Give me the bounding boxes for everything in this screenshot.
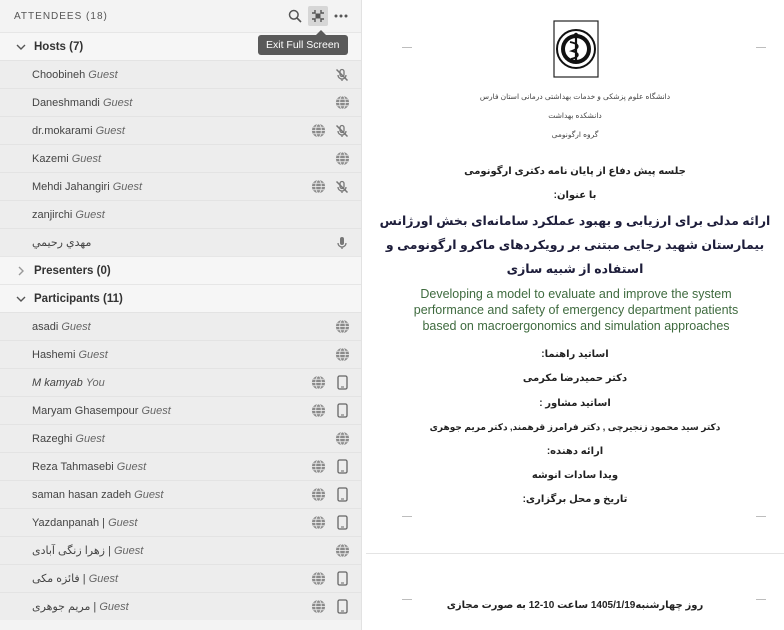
attendee-role: You: [85, 376, 105, 389]
attendee-row[interactable]: [0, 172, 361, 200]
attendee-name: [32, 125, 303, 137]
mobile-icon: [333, 514, 351, 532]
exit-fullscreen-icon[interactable]: [308, 6, 328, 26]
mic-icon: [333, 234, 351, 252]
globe-icon: [309, 598, 327, 616]
attendee-role: Guest: [113, 545, 144, 557]
attendee-display-name: مهدي رحيمي: [32, 237, 92, 249]
advisors: دکتر سید محمود زنجیرچی , دکتر فرامرز قرهمند, دکتر مریم جوهری: [429, 422, 721, 432]
globe-icon: [309, 570, 327, 588]
attendee-display-name: Kazemi: [32, 152, 69, 165]
attendee-row[interactable]: [0, 144, 361, 172]
attendee-row[interactable]: [0, 312, 361, 340]
attendee-name: [32, 405, 303, 417]
globe-icon: [309, 122, 327, 140]
attendee-row[interactable]: [0, 536, 361, 564]
more-icon[interactable]: [331, 6, 351, 26]
attendee-display-name: asadi: [32, 320, 59, 333]
attendee-row[interactable]: [0, 452, 361, 480]
globe-icon: [309, 402, 327, 420]
exit-fullscreen-tooltip: Exit Full Screen: [258, 35, 348, 55]
globe-icon: [309, 178, 327, 196]
persian-title-line-1: ارائه مدلی برای ارزیابی و بهبود عملکرد سامانه‌ای بخش اورژانس: [379, 214, 771, 228]
crop-mark: [756, 38, 766, 48]
mobile-icon: [333, 374, 351, 392]
participants-section-header[interactable]: [0, 284, 361, 312]
attendee-display-name: Maryam Ghasempour: [32, 404, 139, 417]
presenters-section-header[interactable]: [0, 256, 361, 284]
attendee-display-name: فائزه مکی |: [32, 573, 86, 585]
globe-icon: [333, 430, 351, 448]
attendee-name: [32, 517, 303, 529]
faculty-name: دانشکده بهداشت: [548, 111, 602, 120]
attendee-name: [32, 544, 327, 557]
attendee-display-name: Choobineh: [32, 68, 86, 81]
department-name: گروه ارگونومی: [551, 130, 599, 139]
chevron-down-icon: [14, 296, 28, 302]
attendee-name: [32, 321, 327, 333]
attendee-display-name: زهرا زنگی آبادی |: [32, 545, 111, 557]
attendee-row[interactable]: [0, 228, 361, 256]
session-date: روز چهارشنبه1405/1/19 ساعت 10-12 به صورت مجازی: [446, 600, 704, 611]
search-icon[interactable]: [285, 6, 305, 26]
advisors-label: اساتید مشاور :: [539, 398, 611, 409]
attendee-name: [32, 349, 327, 361]
attendee-display-name: Mehdi Jahangiri: [32, 180, 110, 193]
attendee-role: Guest: [116, 460, 147, 473]
attendee-display-name: Reza Tahmasebi: [32, 460, 114, 473]
attendee-name: [32, 461, 303, 473]
persian-title-line-3: استفاده از شبیه سازی: [506, 262, 644, 276]
panel-title: ATTENDEES (18): [14, 10, 108, 22]
attendee-name: [32, 377, 303, 389]
attendee-display-name: Hashemi: [32, 348, 76, 361]
attendee-role: Guest: [141, 404, 171, 417]
globe-icon: [333, 94, 351, 112]
chevron-right-icon: [14, 266, 28, 276]
attendee-display-name: Yazdanpanah |: [32, 516, 105, 529]
attendee-row[interactable]: [0, 424, 361, 452]
crop-mark: [756, 590, 766, 600]
mobile-icon: [333, 458, 351, 476]
attendee-display-name: M kamyab: [32, 376, 83, 389]
attendee-name: [32, 433, 327, 445]
attendee-role: Guest: [102, 96, 133, 109]
university-logo: [553, 20, 599, 78]
globe-icon: [309, 514, 327, 532]
mobile-icon: [333, 486, 351, 504]
attendee-row[interactable]: [0, 368, 361, 396]
chevron-down-icon: [14, 44, 28, 50]
attendee-name: [32, 236, 327, 249]
attendee-display-name: saman hasan zadeh: [32, 488, 132, 501]
session-title: جلسه پیش دفاع از پایان نامه دکتری ارگونومی: [464, 166, 686, 177]
presentation-slide: [366, 0, 784, 548]
globe-icon: [333, 346, 351, 364]
attendee-row[interactable]: [0, 508, 361, 536]
attendee-role: Guest: [88, 68, 118, 81]
english-title: Developing a model to evaluate and improve the system performance and safety of emergency department patients based on macroergonomics and simulation approaches: [413, 287, 739, 333]
panel-header: [0, 0, 361, 32]
supervisors: دکتر حمیدرضا مکرمی: [522, 373, 628, 384]
attendee-display-name: Razeghi: [32, 432, 73, 445]
attendee-display-name: dr.mokarami: [32, 124, 93, 137]
persian-title-line-2: بیمارستان شهید رجایی مبتنی بر رویکردهای ماکرو ارگونومی و: [385, 238, 765, 252]
attendee-name: [32, 69, 327, 81]
attendee-display-name: zanjirchi: [32, 208, 73, 221]
globe-icon: [333, 542, 351, 560]
attendee-row[interactable]: [0, 396, 361, 424]
attendee-name: [32, 153, 327, 165]
presenter-label: ارائه دهنده:: [546, 446, 604, 457]
attendee-row[interactable]: [0, 480, 361, 508]
attendee-display-name: Daneshmandi: [32, 96, 100, 109]
attendees-panel: [0, 0, 362, 630]
participants-list: [0, 312, 361, 620]
crop-mark: [402, 516, 412, 526]
attendee-display-name: مریم جوهری |: [32, 601, 97, 613]
attendee-name: [32, 209, 351, 221]
attendee-name: [32, 489, 303, 501]
attendee-row[interactable]: [0, 60, 361, 88]
attendee-role: Guest: [75, 432, 105, 445]
globe-icon: [333, 318, 351, 336]
attendee-row[interactable]: [0, 592, 361, 620]
mobile-icon: [333, 570, 351, 588]
globe-icon: [309, 486, 327, 504]
mic-muted-icon: [333, 178, 351, 196]
attendee-role: Guest: [112, 180, 143, 193]
globe-icon: [309, 458, 327, 476]
attendee-row[interactable]: [0, 200, 361, 228]
mic-muted-icon: [333, 66, 351, 84]
attendee-row[interactable]: [0, 88, 361, 116]
attendee-role: Guest: [61, 320, 91, 333]
attendee-name: [32, 181, 303, 193]
globe-icon: [309, 374, 327, 392]
supervisors-label: اساتید راهنما:: [541, 349, 609, 360]
attendee-role: Guest: [75, 208, 105, 221]
attendee-name: [32, 97, 327, 109]
participants-label: Participants (11): [34, 292, 123, 305]
attendee-role: Guest: [71, 152, 102, 165]
attendee-row[interactable]: [0, 116, 361, 144]
crop-mark: [402, 38, 412, 48]
attendee-row[interactable]: [0, 564, 361, 592]
presenter-name: ویدا سادات انوشه: [531, 470, 619, 481]
mobile-icon: [333, 402, 351, 420]
university-name: دانشگاه علوم پزشکی و خدمات بهداشتی درمانی استان فارس: [479, 92, 671, 101]
hosts-label: Hosts (7): [34, 40, 84, 53]
attendee-role: Guest: [78, 348, 108, 361]
presentation-slide-continued: [366, 553, 784, 630]
attendee-role: Guest: [99, 601, 129, 613]
presenters-label: Presenters (0): [34, 264, 111, 277]
attendee-name: [32, 572, 303, 585]
mic-muted-icon: [333, 122, 351, 140]
crop-mark: [756, 516, 766, 526]
attendee-name: [32, 600, 303, 613]
attendee-row[interactable]: [0, 340, 361, 368]
mobile-icon: [333, 598, 351, 616]
attendee-role: Guest: [88, 573, 119, 585]
attendee-role: Guest: [95, 124, 125, 137]
globe-icon: [333, 150, 351, 168]
attendee-role: Guest: [134, 488, 164, 501]
crop-mark: [402, 590, 412, 600]
hosts-list: [0, 60, 361, 256]
attendee-role: Guest: [108, 516, 138, 529]
datetime-label: تاریخ و محل برگزاری:: [522, 494, 628, 505]
with-title-label: با عنوان:: [553, 190, 597, 201]
